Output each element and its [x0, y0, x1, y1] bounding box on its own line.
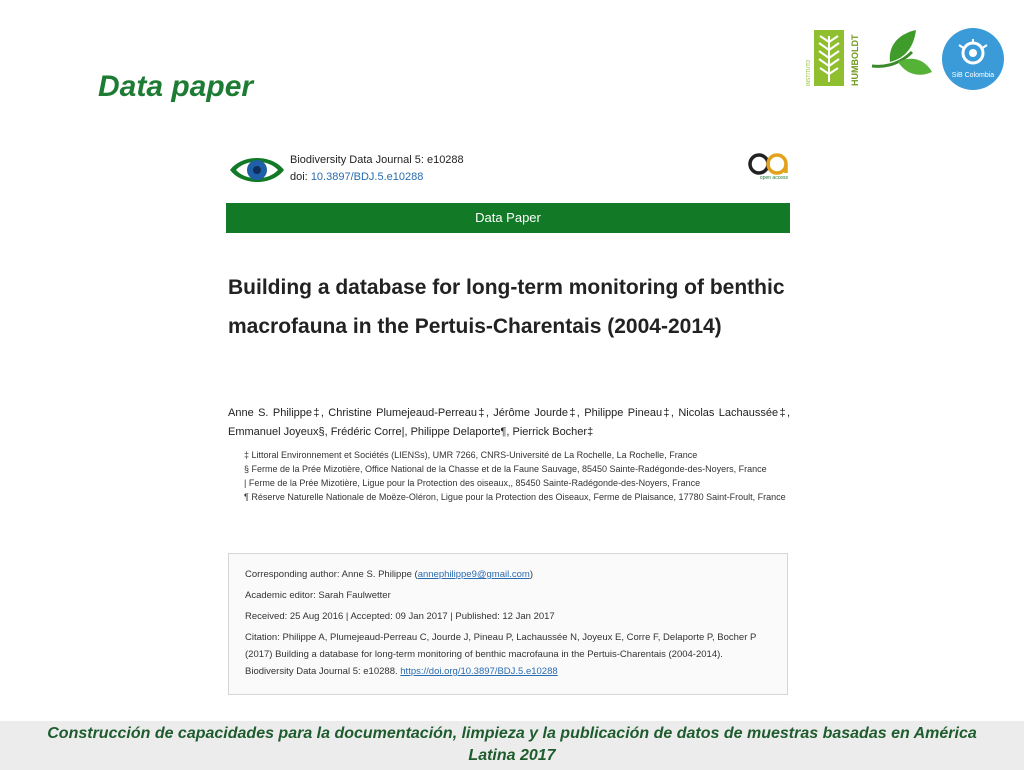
affiliation-item: § Ferme de la Prée Mizotière, Office National de la Chasse et de la Faune Sauvage, 85450 Sainte-Radégonde-des-Noyers, France — [244, 464, 767, 474]
bdj-eye-logo — [228, 150, 286, 190]
doi-line — [290, 169, 464, 186]
journal-info — [290, 152, 464, 186]
paper-page — [226, 140, 792, 705]
paper-title: Building a database for long-term monitoring of benthic macrofauna in the Pertuis-Charentais (2004-2014) — [228, 276, 785, 338]
publication-dates: Received: 25 Aug 2016 | Accepted: 09 Jan 2017 | Published: 12 Jan 2017 — [245, 611, 555, 622]
humboldt-text: HUMBOLDT — [850, 34, 860, 86]
affiliations — [244, 448, 790, 504]
sib-text: SiB Colombia — [951, 72, 995, 79]
affiliation-item: | Ferme de la Prée Mizotière, Ligue pour la Protection des oiseaux,, 85450 Sainte-Radégonde-des-Noyers, France — [244, 478, 701, 488]
citation-doi-link[interactable]: https://doi.org/10.3897/BDJ.5.e10288 — [400, 666, 558, 677]
corresponding-prefix: Corresponding author: Anne S. Philippe ( — [245, 569, 418, 580]
metadata-box — [228, 553, 788, 695]
humboldt-logo — [806, 28, 864, 88]
academic-editor: Academic editor: Sarah Faulwetter — [245, 590, 391, 601]
corresponding-suffix: ) — [529, 569, 533, 580]
citation — [245, 629, 773, 680]
open-access-label: open access — [759, 175, 788, 181]
doi-link[interactable]: 10.3897/BDJ.5.e10288 — [310, 171, 424, 183]
slide-title: Data paper — [98, 70, 254, 103]
citation-text: Citation: Philippe A, Plumejeaud-Perreau C, Jourde J, Pineau P, Lachaussée N, Joyeux E, Corre F, Delaporte P, Bocher P (2017) Building a database for long-term monitoring of benthic macrofauna in the Pertuis-Charentais (2004-2014). Biodiversity Data Journal 5: e10288. — [245, 632, 757, 677]
journal-line: Biodiversity Data Journal 5: e10288 — [290, 154, 464, 166]
author-list: Anne S. Philippe‡, Christine Plumejeaud-Perreau‡, Jérôme Jourde‡, Philippe Pineau‡, Nicolas Lachaussée‡, Emmanuel Joyeux§, Frédéric Corre|, Philippe Delaporte¶, Pierrick Bocher‡ — [228, 407, 790, 438]
leaf-logo — [868, 28, 934, 84]
sib-colombia-logo — [937, 27, 1009, 91]
data-paper-band: Data Paper — [226, 203, 790, 233]
affiliation-item: ¶ Réserve Naturelle Nationale de Moëze-Oléron, Ligue pour la Protection des Oiseaux, Ferme de Plaisance, 17780 Saint-Froult, France — [244, 492, 786, 502]
slide-footer — [0, 721, 1024, 770]
affiliation-item: ‡ Littoral Environnement et Sociétés (LIENSs), UMR 7266, CNRS-Université de La Rochelle, La Rochelle, France — [244, 450, 698, 460]
footer-line-1: Construcción de capacidades para la documentación, limpieza y la publicación de datos de muestras basadas en América — [47, 725, 977, 742]
doi-label: doi: — [290, 171, 308, 183]
corresponding-author — [245, 566, 773, 583]
humboldt-side-text: INSTITUTO — [806, 59, 812, 86]
author-email-link[interactable]: annephilippe9@gmail.com — [417, 569, 530, 580]
footer-line-2: Latina 2017 — [468, 747, 556, 764]
